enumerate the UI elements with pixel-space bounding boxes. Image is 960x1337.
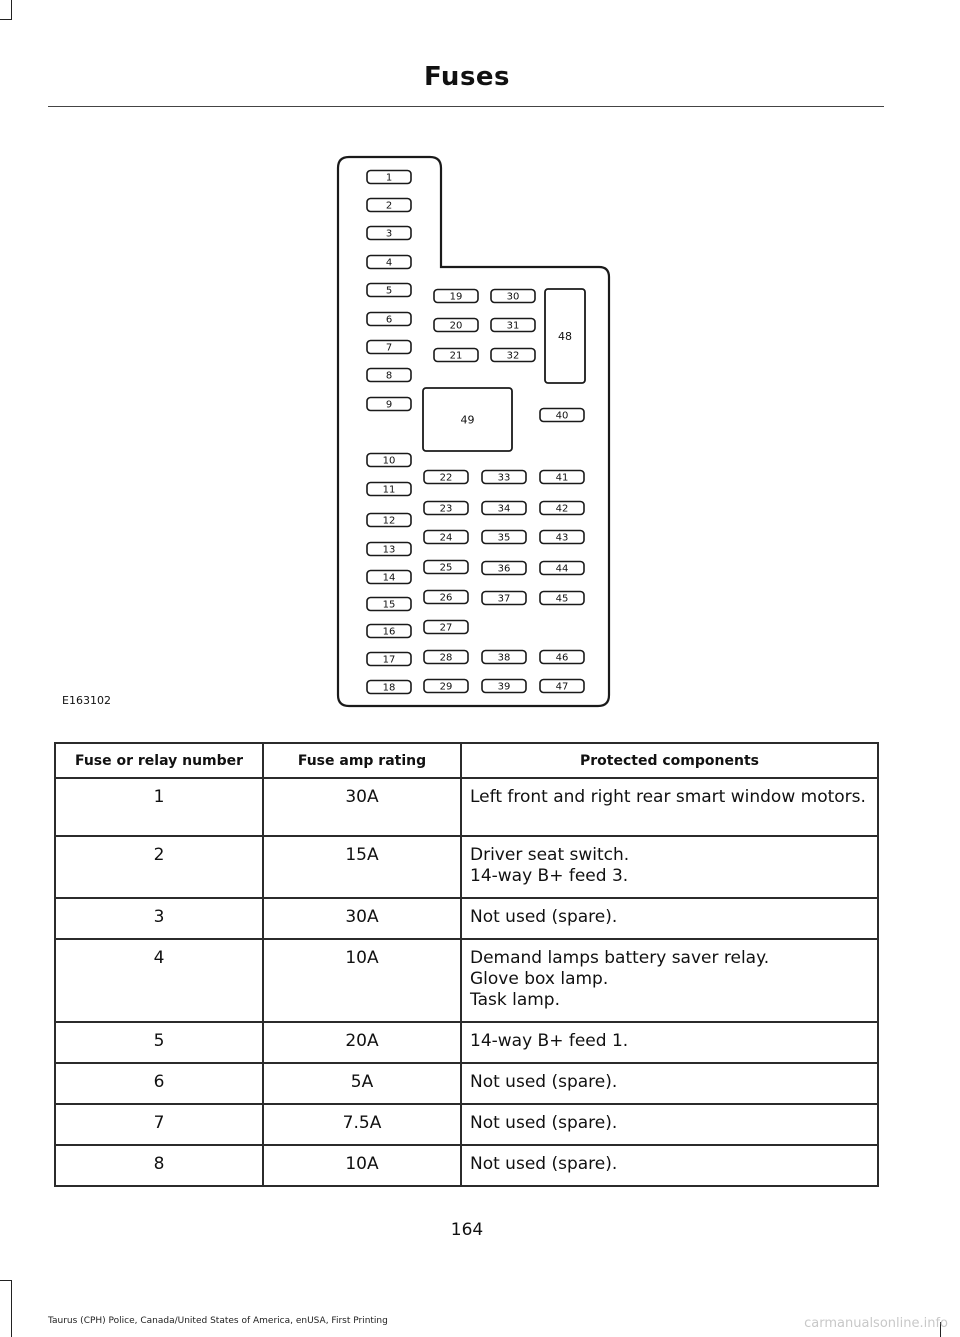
table-row	[55, 1104, 878, 1145]
fuse-5	[367, 284, 411, 297]
fuse-label: 43	[555, 532, 569, 544]
component-line: Not used (spare).	[470, 907, 618, 927]
fuse-label: 15	[382, 599, 396, 611]
fuse-8	[367, 369, 411, 382]
fuse-45	[540, 592, 584, 605]
cell-fuse-number: 5	[55, 1022, 263, 1063]
fuse-46	[540, 651, 584, 664]
fuse-18	[367, 681, 411, 694]
fuse-31	[491, 319, 535, 332]
fuse-label: 14	[382, 572, 396, 584]
cell-amp-rating: 7.5A	[263, 1104, 461, 1145]
component-line: 14-way B+ feed 3.	[470, 866, 629, 886]
fuse-40	[540, 409, 584, 422]
fuse-label: 21	[449, 350, 463, 362]
fuse-47	[540, 680, 584, 693]
fuse-label: 13	[382, 544, 396, 556]
cell-fuse-number: 4	[55, 939, 263, 1022]
cell-protected-components	[461, 1104, 878, 1145]
fuse-16	[367, 625, 411, 638]
cell-amp-rating: 30A	[263, 778, 461, 836]
table-row	[55, 898, 878, 939]
fuse-label: 10	[382, 455, 396, 467]
page-number: 164	[450, 1220, 484, 1240]
fuse-label: 28	[439, 652, 453, 664]
cell-amp-rating: 15A	[263, 836, 461, 898]
component-line: 14-way B+ feed 1.	[470, 1031, 629, 1051]
fuse-29	[424, 680, 468, 693]
fuse-label: 42	[555, 503, 569, 515]
fuse-label: 4	[385, 257, 393, 269]
component-line: Not used (spare).	[470, 1072, 618, 1092]
fuse-32	[491, 349, 535, 362]
component-line: Demand lamps battery saver relay.	[470, 948, 770, 968]
cell-protected-components	[461, 778, 878, 836]
fuse-1	[367, 171, 411, 184]
fuse-17	[367, 653, 411, 666]
fuse-37	[482, 592, 526, 605]
relay-49	[423, 388, 512, 451]
fuse-label: 36	[497, 563, 511, 575]
fuse-12	[367, 514, 411, 527]
fuse-14	[367, 571, 411, 584]
figure-id: E163102	[62, 694, 111, 707]
fuse-26	[424, 591, 468, 604]
fuse-11	[367, 483, 411, 496]
cell-amp-rating: 30A	[263, 898, 461, 939]
fuse-table	[54, 742, 879, 1187]
fuse-label: 35	[497, 532, 511, 544]
fuse-label: 9	[385, 399, 393, 411]
fuse-label: 37	[497, 593, 511, 605]
fuse-label: 27	[439, 622, 453, 634]
fuse-label: 11	[382, 484, 396, 496]
relay-label: 49	[460, 413, 475, 427]
fuse-44	[540, 562, 584, 575]
header-amp-rating: Fuse amp rating	[263, 743, 461, 778]
cell-fuse-number: 1	[55, 778, 263, 836]
fuse-label: 47	[555, 681, 569, 693]
fuse-label: 25	[439, 562, 453, 574]
fuse-19	[434, 290, 478, 303]
fuse-label: 20	[449, 320, 463, 332]
cell-protected-components	[461, 1145, 878, 1186]
fuse-22	[424, 471, 468, 484]
fuse-table-body	[55, 778, 878, 1186]
fuse-6	[367, 313, 411, 326]
fuse-35	[482, 531, 526, 544]
cell-fuse-number: 8	[55, 1145, 263, 1186]
header-protected-components: Protected components	[461, 743, 878, 778]
fuse-label: 3	[385, 228, 393, 240]
fuse-43	[540, 531, 584, 544]
fuse-20	[434, 319, 478, 332]
crop-mark-bottom-left-v	[11, 1280, 12, 1337]
table-row	[55, 1063, 878, 1104]
component-line: Glove box lamp.	[470, 969, 609, 989]
fuse-label: 23	[439, 503, 453, 515]
fuse-label: 26	[439, 592, 453, 604]
fuse-28	[424, 651, 468, 664]
table-header-row	[55, 743, 878, 778]
fuse-23	[424, 502, 468, 515]
component-line: Not used (spare).	[470, 1154, 618, 1174]
fuse-label: 7	[385, 342, 393, 354]
cell-fuse-number: 3	[55, 898, 263, 939]
fuse-39	[482, 680, 526, 693]
fuse-label: 1	[385, 172, 393, 184]
fuse-21	[434, 349, 478, 362]
fuse-label: 33	[497, 472, 511, 484]
relay-label: 48	[558, 330, 572, 343]
fuse-label: 16	[382, 626, 396, 638]
fuse-label: 6	[385, 314, 393, 326]
fuse-36	[482, 562, 526, 575]
fuse-label: 8	[385, 370, 393, 382]
fuse-7	[367, 341, 411, 354]
table-row	[55, 778, 878, 836]
crop-mark-bottom-left-h	[0, 1280, 12, 1281]
cell-amp-rating: 10A	[263, 1145, 461, 1186]
fuse-13	[367, 543, 411, 556]
component-line: Left front and right rear smart window motors.	[470, 787, 866, 807]
watermark-text: carmanualsonline.info	[804, 1316, 948, 1331]
table-row	[55, 1022, 878, 1063]
component-line: Task lamp.	[470, 990, 560, 1010]
relay-48	[545, 289, 585, 383]
fuse-label: 46	[555, 652, 569, 664]
fuse-label: 2	[385, 200, 393, 212]
cell-fuse-number: 7	[55, 1104, 263, 1145]
fuse-38	[482, 651, 526, 664]
fuse-27	[424, 621, 468, 634]
fuse-label: 29	[439, 681, 453, 693]
cell-protected-components	[461, 939, 878, 1022]
fuse-label: 38	[497, 652, 511, 664]
fuse-label: 5	[385, 285, 393, 297]
fuse-9	[367, 398, 411, 411]
fuse-34	[482, 502, 526, 515]
fuse-label: 24	[439, 532, 453, 544]
component-line: Not used (spare).	[470, 1113, 618, 1133]
fuse-label: 12	[382, 515, 396, 527]
fuse-label: 39	[497, 681, 511, 693]
cell-protected-components	[461, 1022, 878, 1063]
page-footer: Taurus (CPH) Police, Canada/United States of America, enUSA, First Printing	[48, 1316, 388, 1326]
fuse-label: 18	[382, 682, 396, 694]
fuse-label: 44	[555, 563, 569, 575]
fuse-25	[424, 561, 468, 574]
fuse-label: 45	[555, 593, 569, 605]
cell-amp-rating: 10A	[263, 939, 461, 1022]
fuse-label: 40	[555, 410, 569, 422]
fuse-label: 34	[497, 503, 511, 515]
header-fuse-number: Fuse or relay number	[55, 743, 263, 778]
fuse-4	[367, 256, 411, 269]
cell-amp-rating: 5A	[263, 1063, 461, 1104]
fuse-42	[540, 502, 584, 515]
table-row	[55, 1145, 878, 1186]
cell-amp-rating: 20A	[263, 1022, 461, 1063]
component-line: Driver seat switch.	[470, 845, 630, 865]
fuse-label: 22	[439, 472, 453, 484]
cell-protected-components	[461, 1063, 878, 1104]
fuse-label: 31	[506, 320, 520, 332]
cell-protected-components	[461, 836, 878, 898]
page-title: Fuses	[423, 62, 511, 92]
fuse-10	[367, 454, 411, 467]
fuse-24	[424, 531, 468, 544]
fuse-label: 17	[382, 654, 396, 666]
fuse-30	[491, 290, 535, 303]
fuse-3	[367, 227, 411, 240]
fuse-2	[367, 199, 411, 212]
fuse-33	[482, 471, 526, 484]
fuse-15	[367, 598, 411, 611]
fuse-41	[540, 471, 584, 484]
fuse-label: 32	[506, 350, 520, 362]
fuse-label: 19	[449, 291, 463, 303]
table-row	[55, 836, 878, 898]
table-row	[55, 939, 878, 1022]
cell-protected-components	[461, 898, 878, 939]
cell-fuse-number: 6	[55, 1063, 263, 1104]
fuse-label: 30	[506, 291, 520, 303]
fuse-label: 41	[555, 472, 569, 484]
cell-fuse-number: 2	[55, 836, 263, 898]
